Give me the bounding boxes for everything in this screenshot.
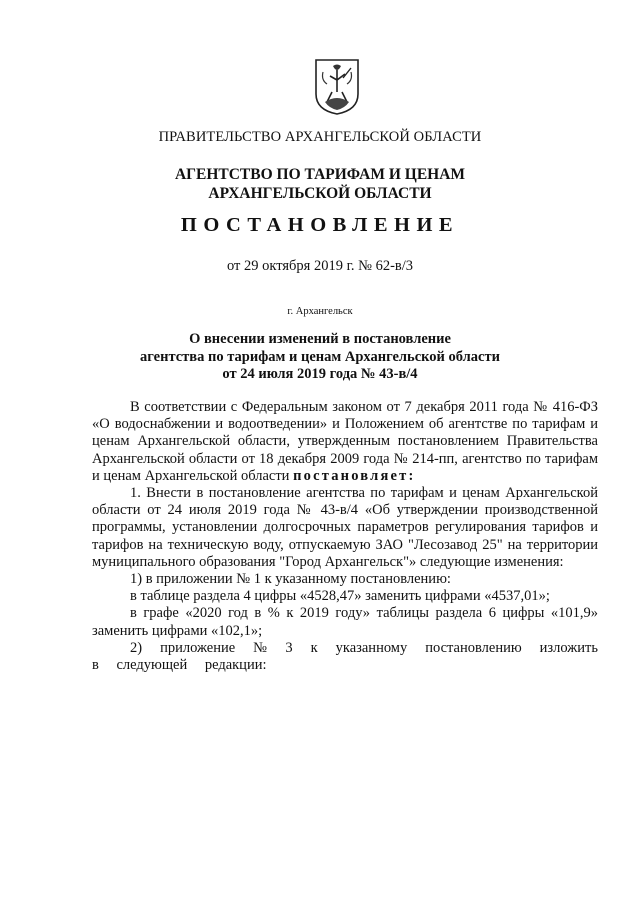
subject-line2: агентства по тарифам и ценам Архангельской области xyxy=(140,348,500,365)
document-body xyxy=(92,399,598,674)
agency-name-line2: АРХАНГЕЛЬСКОЙ ОБЛАСТИ xyxy=(208,185,432,202)
paragraph-preamble xyxy=(92,399,598,485)
government-name: ПРАВИТЕЛЬСТВО АРХАНГЕЛЬСКОЙ ОБЛАСТИ xyxy=(158,129,482,145)
paragraph-item-1: 1. Внести в постановление агентства по тарифам и ценам Архангельской области от 24 июля 2019 года № 43-в/4 «Об утверждении производственной программы, установлении долгосрочных параметров регулирования тарифов и тарифов на техническую воду, отпускаемую ЗАО "Лесозавод 25" на территории муниципального образования "Город Архангельск"» следующие изменения: xyxy=(92,485,598,570)
paragraph-subitem-1: 1) в приложении № 1 к указанному постановлению: xyxy=(130,571,451,588)
document-type-title: ПОСТАНОВЛЕНИЕ xyxy=(180,214,460,236)
document-subject xyxy=(0,331,640,384)
preamble-text: В соответствии с Федеральным законом от 7 декабря 2011 года № 416-ФЗ «О водоснабжении и водоотведении» и Положением об агентстве по тарифам и ценам Архангельской области, утвержденным постановлением Правительства Архангельской области от 18 декабря 2009 года № 214-пп, агентство по тарифам и ценам Архангельской области xyxy=(92,399,598,484)
agency-name-line1: АГЕНТСТВО ПО ТАРИФАМ И ЦЕНАМ xyxy=(174,166,466,183)
paragraph-table-4-change: в таблице раздела 4 цифры «4528,47» заменить цифрами «4537,01»; xyxy=(130,588,550,605)
subject-line3: от 24 июля 2019 года № 43-в/4 xyxy=(222,366,418,382)
coat-of-arms-emblem xyxy=(313,58,361,116)
subject-line1: О внесении изменений в постановление xyxy=(189,331,451,347)
agency-name xyxy=(0,165,640,203)
paragraph-table-6-change: в графе «2020 год в % к 2019 году» таблицы раздела 6 цифры «101,9» заменить цифрами «102,1»; xyxy=(92,605,598,639)
document-date-number: от 29 октября 2019 г. № 62-в/3 xyxy=(226,258,414,274)
decree-word: постановляет: xyxy=(293,467,416,484)
paragraph-subitem-2: 2) приложение № 3 к указанному постановлению изложить в следующей редакции: xyxy=(92,639,598,674)
document-city: г. Архангельск xyxy=(287,306,353,317)
